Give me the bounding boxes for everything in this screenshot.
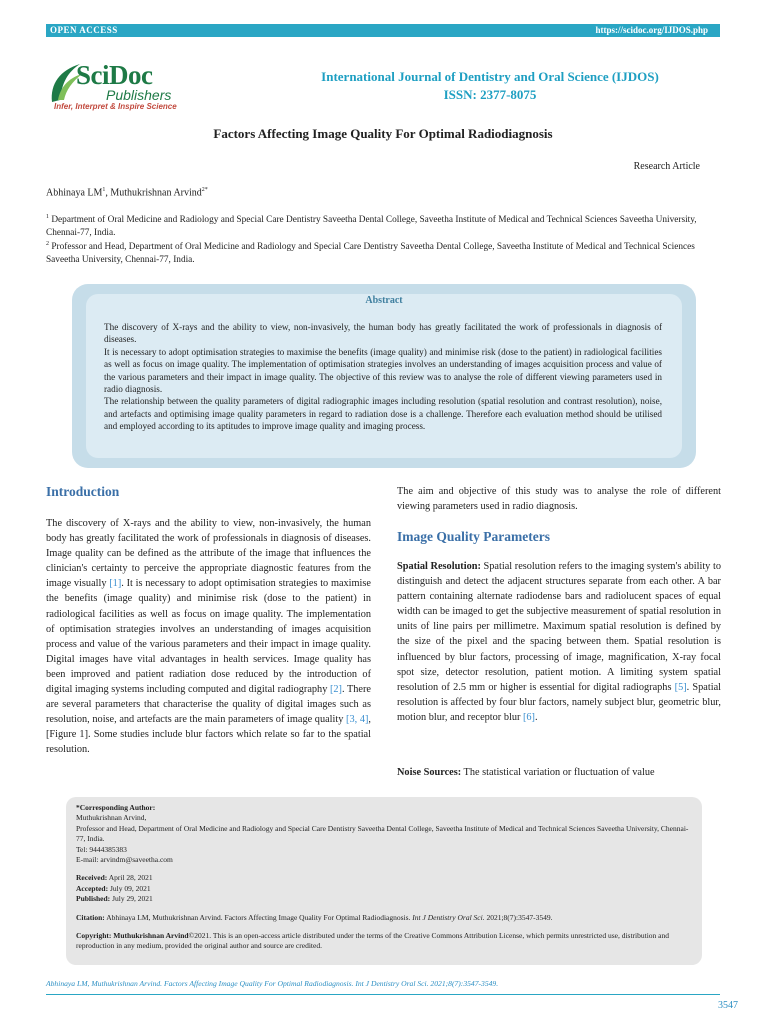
abstract-body [104,321,662,433]
noise-sources-label: Noise Sources: [397,767,462,778]
affiliation-2-text: Professor and Head, Department of Oral Medicine and Radiology and Special Care Dentistry Saveetha Dental College, Saveetha Institute of Medical and Technical Sciences Saveetha University, Chennai-77, India. [46,242,695,265]
journal-name: International Journal of Dentistry and Oral Science (IJDOS) [321,69,659,84]
journal-url-link[interactable]: https://scidoc.org/IJDOS.php [595,25,708,35]
footer-divider [46,994,720,995]
corresponding-author-name: Muthukrishnan Arvind, [76,813,147,823]
aim-text: The aim and objective of this study was to analyse the role of different viewing parameters used in radio diagnosis. [397,486,721,513]
abstract-paragraph: The discovery of X-rays and the ability to view, non-invasively, the human body has greatly facilitated the work of professionals in diagnosis of diseases. [104,322,662,345]
page-number: 3547 [718,1000,738,1011]
citation-tail: 2021;8(7):3547-3549. [484,912,553,922]
citation-link[interactable]: [5] [674,681,687,693]
citation-label: Citation: [76,912,105,922]
author-2-sup: 2* [201,187,208,193]
affiliation-1 [46,211,720,239]
author-line [46,187,208,198]
journal-issn: ISSN: 2377-8075 [443,87,537,102]
intro-text: . It is necessary to adopt optimisation strategies to maximise the benefits (image quality) and minimise risk (dose to the patient) in radiological facilities as well as focus on image quality. The implementation of optimisation strategies involves an understanding of images acquisition process and value of the various parameters and their impact in image quality. Digital images have vital advantages in health services. Image quality has been improved and patient radiation dose reduced by the introduction of digital imaging systems including computed and digital radiography [46,578,371,696]
abstract-paragraph: The relationship between the quality parameters of digital radiographic images including resolution (spatial resolution and contrast resolution), noise, and artefacts and optimising image quality parameters in regard to radiation dose is a challenge. Therefore each evaluation method should be utilised and employed according to its aptitudes to improve image quality and imaging process. [104,396,662,432]
affiliation-2-num: 2 [46,241,49,247]
noise-sources-paragraph [397,765,721,780]
spatial-resolution-text: . [535,711,538,723]
citation-text: Abhinaya LM, Muthukrishnan Arvind. Factors Affecting Image Quality For Optimal Radiodiagnosis. [104,912,413,922]
open-access-label: OPEN ACCESS [50,25,118,35]
corresponding-author-address: Professor and Head, Department of Oral Medicine and Radiology and Special Care Dentistry Saveetha Dental College, Saveetha Institute of Medical and Technical Sciences Saveetha University, Chennai-77, India. [76,823,689,844]
abstract-paragraph: It is necessary to adopt optimisation strategies to maximise the benefits (image quality) and minimise risk (dose to the patient) in radiological facilities as well as focus on image quality. The implementation of optimisation strategies involves an understanding of images acquisition process and value of the various parameters and their impact in image quality. The objective of this review was to analyse the role of different viewing parameters used in radio diagnosis. [104,346,662,395]
affiliation-1-num: 1 [46,214,49,220]
citation-link[interactable]: [6] [522,711,535,723]
corresponding-author-label: *Corresponding Author: [76,803,156,812]
logo-tagline: Infer, Interpret & Inspire Science [54,102,177,111]
logo-name: SciDoc [76,60,153,90]
citation-journal: Int J Dentistry Oral Sci. [412,912,485,922]
published-date: July 29, 2021 [110,894,153,904]
intro-text: . There are several parameters that characterise the quality of digital images such as resolution, noise, and artefacts are the main parameters of image quality [46,684,371,726]
correspondence-content [76,803,696,952]
copyright-label: Copyright: [76,931,112,941]
image-quality-heading: Image Quality Parameters [397,529,550,544]
author-2: Muthukrishnan Arvind [110,187,202,199]
received-label: Received: [76,873,108,883]
accepted-date: July 09, 2021 [108,883,151,893]
spatial-resolution-label: Spatial Resolution: [397,561,481,572]
intro-text: The discovery of X-rays and the ability to view, non-invasively, the human body has greatly facilitated the work of professionals in diagnosis of diseases. Image quality can be defined as the attribute of the image that influences the clinician's certainty to perceive the appropriate diagnostic features from the image visually [46,518,371,590]
corresponding-author-tel: Tel: 9444385383 [76,844,127,854]
spatial-resolution-text: . Spatial resolution is affected by four blur factors, namely subject blur, geometric blur, motion blur, and receptor blur [397,681,721,723]
footer-citation: Abhinaya LM, Muthukrishnan Arvind. Factors Affecting Image Quality For Optimal Radiodiagnosis. Int J Dentistry Oral Sci. 2021;8(7):3547-3549. [46,979,499,988]
spatial-resolution-text: Spatial resolution refers to the imaging system's ability to distinguish and detect the adjacent structures separate from each other. A bar pattern containing alternate radiodense bars and radiolucent spaces of equal width can be imaged to get the subjective measurement of spatial resolution in units of line pairs per millimetre. Maximum spatial resolution is defined by the size of the pixel and the spacing between them. Spatial resolution is influenced by blur factors, processing of image, magnification, X-ray focal spot size, detector resolution, patient motion. A limiting system spatial resolution of 2.5 mm or higher is essential for digital radiographs [397,561,721,693]
journal-header [240,68,740,104]
correspondence-box [66,797,702,965]
intro-text: , [Figure 1]. Some studies include blur factors which relate so far to the spatial resolution. [46,714,371,756]
citation-link[interactable]: [3, 4] [346,714,369,726]
author-1-sup: 1 [102,187,106,193]
scidoc-logo [46,58,216,116]
abstract-box [72,284,696,468]
citation-link[interactable]: [2] [329,684,342,696]
copyright-holder: Muthukrishnan Arvind [111,931,189,941]
author-1: Abhinaya LM [46,187,103,199]
introduction-heading: Introduction [46,484,120,499]
article-title: Factors Affecting Image Quality For Optimal Radiodiagnosis [213,126,553,141]
open-access-bar [46,24,720,37]
published-label: Published: [76,894,111,904]
noise-sources-text: The statistical variation or fluctuation of value [461,767,655,778]
introduction-body [46,516,371,758]
aim-paragraph [397,484,721,514]
accepted-label: Accepted: [76,883,109,893]
logo-sub: Publishers [106,87,172,103]
author-sep: , [105,187,111,199]
affiliation-1-text: Department of Oral Medicine and Radiology and Special Care Dentistry Saveetha Dental College, Saveetha Institute of Medical and Technical Sciences Saveetha University, Chennai-77, India. [46,215,697,238]
affiliation-2 [46,238,720,266]
copyright-text: ©2021. This is an open-access article distributed under the terms of the Creative Commons Attribution License, which permits unrestricted use, distribution and reproduction in any medium, provided the original author and source are credited. [76,931,670,951]
received-date: April 28, 2021 [107,873,153,883]
abstract-title: Abstract [365,295,403,306]
abstract-inner [86,294,682,458]
article-type: Research Article [633,161,700,172]
spatial-resolution-paragraph [397,559,721,725]
corresponding-author-email[interactable]: E-mail: arvindm@saveetha.com [76,855,173,865]
citation-link[interactable]: [1] [109,578,122,590]
